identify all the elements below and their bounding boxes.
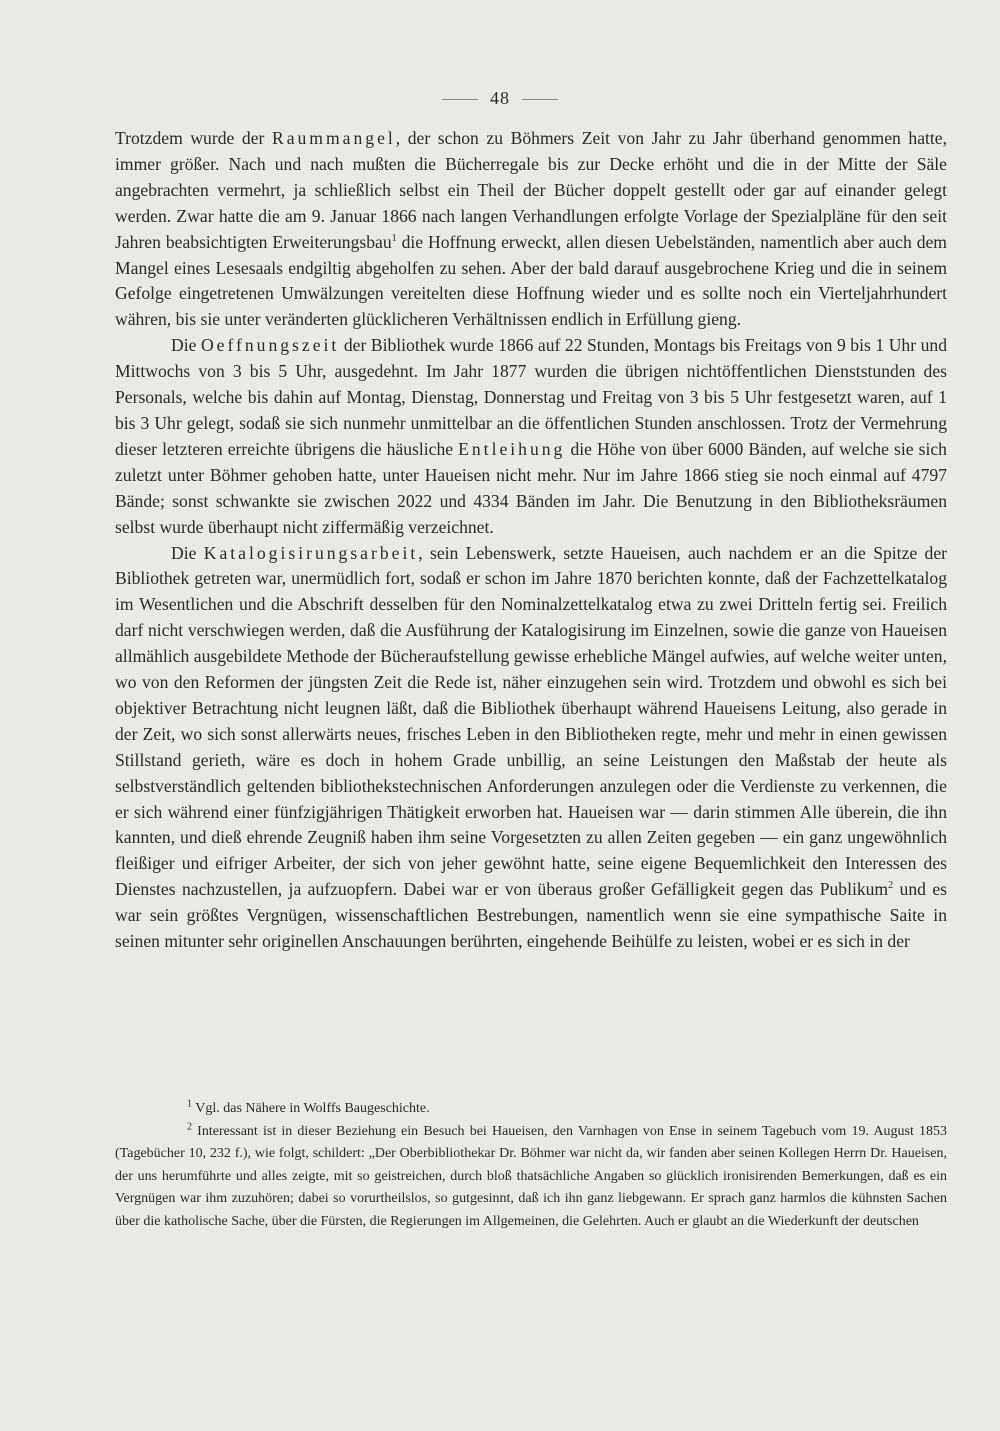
body-paragraph — [115, 541, 947, 956]
body-paragraph — [115, 126, 947, 333]
text-run: die Hoffnung erweckt, allen diesen Uebelständen, namentlich aber auch dem Mangel eines Lesesaals endgiltig abgeholfen zu sehen. Aber der bald darauf ausgebrochene Krieg und die in seinem Gefolge eingetretenen Umwälzungen vereitelten diese Hoffnung wieder und es sollte noch ein Vierteljahrhundert währen, bis sie unter veränderten glücklicheren Verhältnissen endlich in Erfüllung gieng. — [115, 231, 947, 330]
spaced-emphasis: Raummangel — [271, 128, 396, 148]
main-body-text — [115, 126, 947, 955]
page-number-left-rule — [442, 99, 478, 100]
text-run: , sein Lebenswerk, setzte Haueisen, auch nachdem er an die Spitze der Bibliothek getreten war, unermüdlich fort, sodaß er schon im Jahre 1870 berichten konnte, daß der Fachzettelkatalog im Wesentlichen und die Abschrift desselben für den Nominalzettelkatalog etwa zu zwei Dritteln fertig sei. Freilich darf nicht verschwiegen werden, daß die Ausführung der Katalogisirung im Einzelnen, sowie die ganze von Haueisen allmählich ausgebildete Methode der Bücheraufstellung gewisse erhebliche Mängel aufwies, auf welche weiter unten, wo von den Reformen der jüngsten Zeit die Rede ist, näher einzugehen sein wird. Trotzdem und obwohl es sich bei objektiver Betrachtung nicht leugnen läßt, daß die Bibliothek überhaupt während Haueisens Leitung, also gerade in der Zeit, wo sich sonst allerwärts neues, frisches Leben in den Bibliotheken regte, mehr und mehr in einen gewissen Stillstand gerieth, wäre es doch in hohem Grade unbillig, an seine Leistungen den Maßstab der heute als selbstverständlich geltenden bibliothekstechnischen Anforderungen anzulegen oder die Verdienste zu verkennen, die er sich während einer fünfzigjährigen Thätigkeit erworben hat. Haueisen war — darin stimmen Alle überein, die ihn kannten, und dieß ehrende Zeugniß haben ihm seine Vorgesetzten zu allen Zeiten gegeben — ein ganz ungewöhnlich fleißiger und eifriger Arbeiter, der sich von jeher gewöhnt hatte, seine eigene Bequemlichkeit den Interessen des Dienstes nachzustellen, ja aufzuopfern. Dabei war er von überaus großer Gefälligkeit gegen das Publikum — [115, 542, 948, 900]
spaced-emphasis: Oeffnungszeit — [200, 335, 340, 356]
page-number: 48 — [490, 88, 510, 108]
text-run: Die — [171, 335, 201, 356]
footnote-marker: 2 — [187, 1120, 192, 1132]
footnote-marker: 1 — [187, 1098, 192, 1110]
text-run: die Höhe von über 6000 Bänden, auf welche sie sich zuletzt unter Böhmer gehoben hatte, unter Haueisen nicht mehr. Nur im Jahre 1866 stieg sie noch einmal auf 4797 Bände; sonst schwankte sie zwischen 2022 und 4334 Bänden im Jahr. Die Benutzung in den Bibliotheksräumen selbst wurde überhaupt nicht ziffermäßig verzeichnet. — [115, 438, 947, 537]
text-run: der Bibliothek wurde 1866 auf 22 Stunden, Montags bis Freitags von 9 bis 1 Uhr und Mittwochs von 3 bis 5 Uhr, ausgedehnt. Im Jahr 1877 wurden die übrigen nichtöffentlichen Dienststunden des Personals, welche bis dahin auf Montag, Dienstag, Donnerstag und Freitag von 3 bis 5 Uhr festgesetzt waren, auf 1 bis 3 Uhr gelegt, sodaß sie sich nunmehr unmittelbar an die öffentlichen Stunden anschlossen. Trotz der Vermehrung dieser letzteren erreichte übrigens die häusliche — [115, 335, 947, 459]
footnote-text: Interessant ist in dieser Beziehung ein Besuch bei Haueisen, den Varnhagen von Ense in seinem Tagebuch vom 19. August 1853 (Tagebücher 10, 232 f.), wie folgt, schildert: „Der Oberbibliothekar Dr. Böhmer war nicht da, wir fanden aber seinen Kollegen Herrn Dr. Haueisen, der uns herumführte und alles zeigte, mit so geistreichen, durch bloß thatsächliche Angaben so glücklich ironisirenden Bemerkungen, daß es ein Vergnügen war ihm zuzuhören; dabei so vorurtheilslos, so gutgesinnt, daß ich ihn ganz liebgewann. Er sprach ganz harmlos die kühnsten Sachen über die katholische Sache, über die Fürsten, die Regierungen im Allgemeinen, die Gelehrten. Auch er glaubt an die Wiederkunft der deutschen — [115, 1123, 947, 1229]
footnote-reference: 2 — [888, 880, 894, 892]
text-run: und es war sein größtes Vergnügen, wissenschaftlichen Bestrebungen, namentlich wenn sie eine sympathische Saite in seinen mitunter sehr originellen Anschauungen berührten, eingehende Beihülfe zu leisten, wobei er es sich in der — [115, 879, 947, 952]
footnote — [115, 1121, 947, 1234]
spaced-emphasis: Entleihung — [458, 438, 566, 459]
spaced-emphasis: Katalogisirungsarbeit — [203, 542, 419, 563]
footnotes-section — [115, 1098, 947, 1233]
footnote-text: Vgl. das Nähere in Wolffs Baugeschichte. — [195, 1101, 430, 1116]
page-number-header — [0, 88, 1000, 109]
text-run: , der schon zu Böhmers Zeit von Jahr zu Jahr überhand genommen hatte, immer größer. Nach und nach mußten die Bücherregale bis zur Decke erhöht und die in der Mitte der Säle angebrachten vermehrt, ja schließlich selbst ein Theil der Bücher doppelt gestellt oder gar auf einander gelegt werden. Zwar hatte die am 9. Januar 1866 nach langen Verhandlungen erfolgte Vorlage der Spezialpläne für den seit Jahren beabsichtigten Erweiterungsbau — [115, 128, 947, 252]
page-number-right-rule — [522, 99, 558, 100]
body-paragraph — [115, 333, 947, 540]
text-run: Trotzdem wurde der — [115, 128, 272, 148]
text-run: Die — [171, 542, 204, 563]
footnote-reference: 1 — [391, 232, 397, 244]
footnote — [115, 1098, 947, 1121]
